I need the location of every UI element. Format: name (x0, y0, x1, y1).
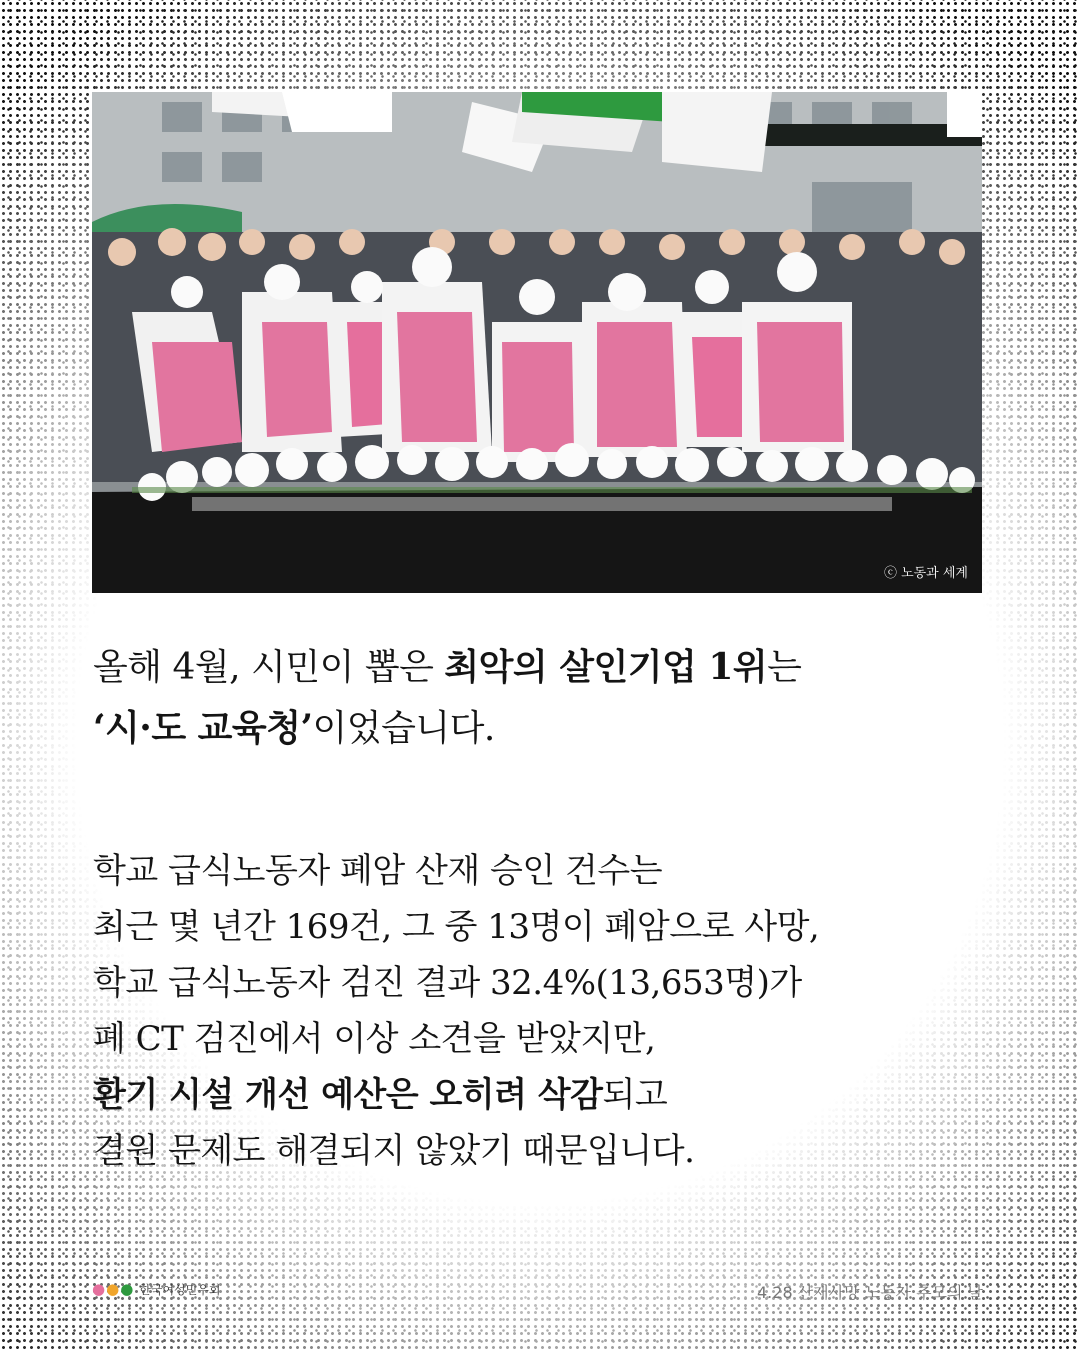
body-line-3: 학교 급식노동자 검진 결과 32.4%(13,653명)가 (93, 963, 802, 1003)
memorial-photo (92, 92, 982, 593)
photo-credit: ⓒ 노동과 세계 (883, 566, 968, 581)
body-line-5: 환기 시설 개선 예산은 오히려 삭감되고 (93, 1075, 668, 1115)
body-paragraph (93, 843, 973, 1179)
logo-text: 한국여성민우회 (139, 1282, 221, 1297)
logo-mark-icon: ● ● ● (92, 1280, 134, 1298)
body-line-2: 최근 몇 년간 169건, 그 중 13명이 폐암으로 사망, (93, 907, 820, 947)
body-line-1: 학교 급식노동자 폐암 산재 승인 건수는 (93, 851, 663, 891)
headline-line-2: ‘시·도 교육청’이었습니다. (93, 707, 495, 749)
body-line-6: 결원 문제도 해결되지 않았기 때문입니다. (93, 1131, 695, 1171)
organization-logo (92, 1280, 220, 1298)
headline (93, 637, 973, 759)
headline-line-1: 올해 4월, 시민이 뽑은 최악의 살인기업 1위는 (93, 646, 802, 688)
body-line-4: 폐 CT 검진에서 이상 소견을 받았지만, (93, 1019, 656, 1059)
event-caption: 4.28 산재사망 노동자 추모의 날 (757, 1283, 983, 1302)
